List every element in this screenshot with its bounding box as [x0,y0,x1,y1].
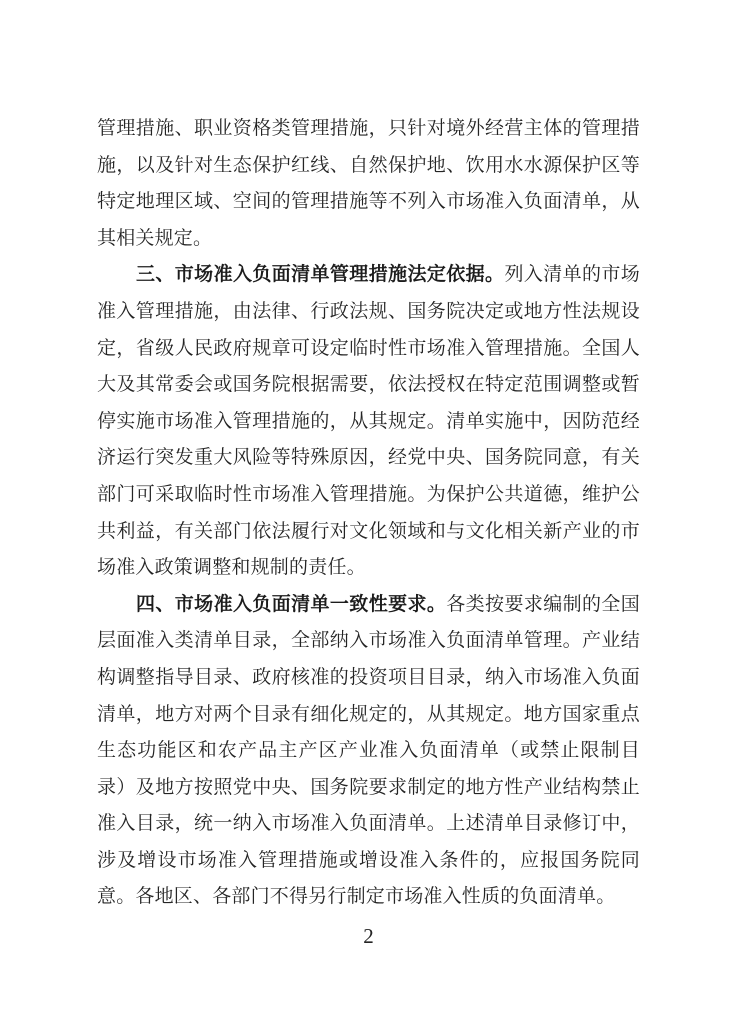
body-text: 层面准入类清单目录，全部纳入市场准入负面清单管理。产业结 [97,630,640,652]
body-text: 部门可采取临时性市场准入管理措施。为保护公共道德，维护公 [97,483,640,505]
text-line [97,294,640,331]
text-line [97,843,640,880]
text-line [97,440,640,477]
text-line [97,148,640,185]
body-text: 构调整指导目录、政府核准的投资项目目录，纳入市场准入负面 [97,666,640,688]
paragraph-section-4 [97,587,640,916]
body-text: 停实施市场准入管理措施的，从其规定。清单实施中，因防范经 [97,410,640,432]
body-text: 共利益，有关部门依法履行对文化领域和与文化相关新产业的市 [97,520,640,542]
text-line [97,806,640,843]
text-line [97,477,640,514]
page-footer [97,923,640,949]
document-body [97,111,640,916]
text-line [97,184,640,221]
paragraph-section-3 [97,257,640,586]
text-line [97,879,640,916]
text-line [97,331,640,368]
body-text: 场准入政策调整和规制的责任。 [97,557,366,579]
body-text: 管理措施、职业资格类管理措施，只针对境外经营主体的管理措 [97,118,640,139]
text-line [97,221,640,258]
text-line [97,660,640,697]
text-line [97,111,640,148]
paragraph-continued [97,111,640,257]
body-text: 各类按要求编制的全国 [446,593,640,615]
text-line [97,404,640,441]
body-text: 定，省级人民政府规章可设定临时性市场准入管理措施。全国人 [97,337,640,359]
text-line [97,514,640,551]
body-text: 其相关规定。 [97,227,213,249]
body-text: 录）及地方按照党中央、国务院要求制定的地方性产业结构禁止 [97,776,640,798]
body-text: 涉及增设市场准入管理措施或增设准入条件的，应报国务院同 [97,849,640,871]
text-line [97,367,640,404]
body-text: 准入目录，统一纳入市场准入负面清单。上述清单目录修订中， [97,813,640,835]
body-text: 特定地理区域、空间的管理措施等不列入市场准入负面清单，从 [97,191,640,213]
body-text: 清单，地方对两个目录有细化规定的，从其规定。地方国家重点 [97,703,640,725]
body-text: 大及其常委会或国务院根据需要，依法授权在特定范围调整或暂 [97,374,640,396]
text-line [97,257,640,294]
text-line [97,587,640,624]
body-text: 济运行突发重大风险等特殊原因，经党中央、国务院同意，有关 [97,447,640,469]
section-heading-text: 四、市场准入负面清单一致性要求。 [136,593,447,615]
body-text: 生态功能区和农产品主产区产业准入负面清单（或禁止限制目 [97,740,640,762]
section-heading-text: 三、市场准入负面清单管理措施法定依据。 [136,264,505,286]
body-text: 施，以及针对生态保护红线、自然保护地、饮用水水源保护区等 [97,154,640,176]
text-line [97,623,640,660]
text-line [97,697,640,734]
page-number: 2 [363,924,374,948]
text-line [97,770,640,807]
text-line [97,550,640,587]
body-text: 意。各地区、各部门不得另行制定市场准入性质的负面清单。 [97,886,616,908]
body-text: 准入管理措施，由法律、行政法规、国务院决定或地方性法规设 [97,300,640,322]
text-line [97,733,640,770]
body-text: 列入清单的市场 [504,264,640,286]
